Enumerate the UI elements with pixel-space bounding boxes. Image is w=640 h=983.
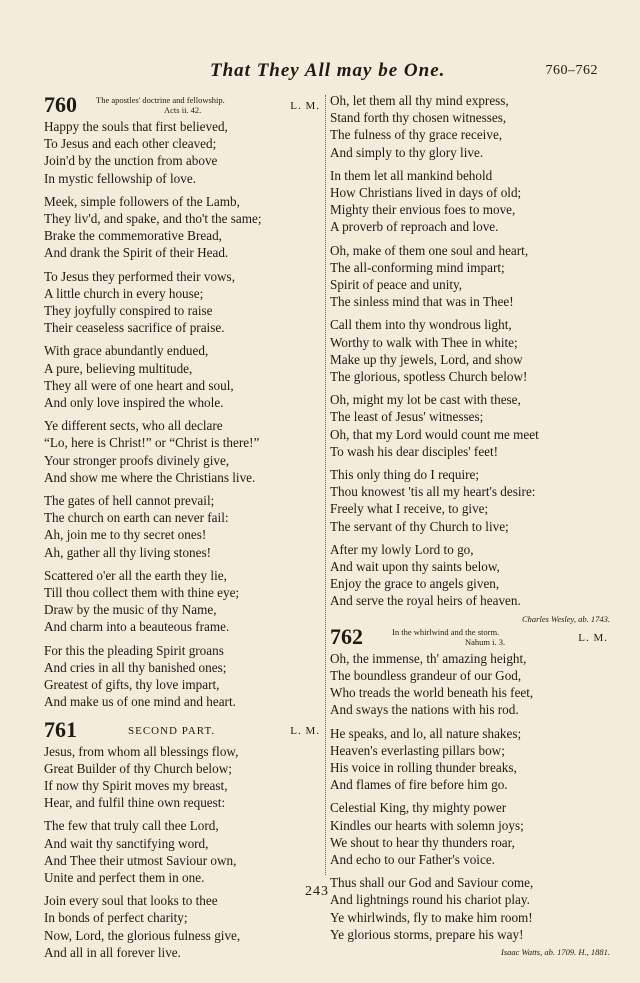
hymn-762-heading <box>330 624 610 650</box>
hymn-meter: L. M. <box>290 724 320 737</box>
verse-line: Thou knowest 'tis all my heart's desire: <box>330 484 536 500</box>
verse-line: The servant of thy Church to live; <box>330 518 509 534</box>
verse-line: Ah, gather all thy living stones! <box>44 544 212 560</box>
stanza <box>330 541 610 610</box>
verse-line: How Christians lived in days of old; <box>330 185 522 201</box>
verse-line: Make up thy jewels, Lord, and show <box>330 351 523 367</box>
verse-line: The fulness of thy grace receive, <box>330 127 503 143</box>
verse-line: Oh, might my lot be cast with these, <box>330 392 521 408</box>
right-column <box>330 92 610 957</box>
verse-line: They liv'd, and spake, and tho't the same; <box>44 211 262 227</box>
verse-line: This only thing do I require; <box>330 467 480 483</box>
verse-line: Celestial King, thy mighty power <box>330 800 507 816</box>
hymn-number: 761 <box>44 716 77 742</box>
verse-line: Jesus, from whom all blessings flow, <box>44 743 239 759</box>
verse-line: With grace abundantly endued, <box>44 343 209 359</box>
verse-line: And show me where the Christians live. <box>44 469 256 485</box>
verse-line: Call them into thy wondrous light, <box>330 317 512 333</box>
verse-line: They joyfully conspired to raise <box>44 303 213 319</box>
hymn-meter: L. M. <box>290 100 320 112</box>
verse-line: Their ceaseless sacrifice of praise. <box>44 320 225 336</box>
verse-line: If now thy Spirit moves my breast, <box>44 777 228 793</box>
column-divider <box>325 95 327 875</box>
scripture-reference: Acts ii. 42. <box>164 105 202 115</box>
left-column <box>44 92 322 967</box>
page-header <box>0 58 640 86</box>
verse-line: A proverb of reproach and love. <box>330 219 499 235</box>
verse-line: Ye glorious storms, prepare his way! <box>330 926 524 942</box>
stanza <box>330 466 610 535</box>
hymn-760-stanzas-left <box>44 118 322 711</box>
verse-line: Mighty their envious foes to move, <box>330 202 516 218</box>
hymn-number: 762 <box>330 623 363 649</box>
verse-line: To wash his dear disciples' feet! <box>330 443 499 459</box>
running-title: That They All may be One. <box>210 60 446 81</box>
hymn-762-stanzas <box>330 650 610 943</box>
verse-line: Till thou collect them with thine eye; <box>44 585 240 601</box>
stanza <box>44 193 322 262</box>
verse-line: And only love inspired the whole. <box>44 395 224 411</box>
stanza <box>44 567 322 636</box>
verse-line: To Jesus they performed their vows, <box>44 268 235 284</box>
verse-line: After my lowly Lord to go, <box>330 541 474 557</box>
scripture-reference: Nahum i. 3. <box>465 636 506 647</box>
verse-line: And flames of fire before him go. <box>330 777 508 793</box>
verse-line: Meek, simple followers of the Lamb, <box>44 193 240 209</box>
verse-line: Freely what I receive, to give; <box>330 501 489 517</box>
stanza <box>44 118 322 187</box>
hymn-761-stanzas <box>44 743 322 961</box>
verse-line: Oh, that my Lord would count me meet <box>330 426 539 442</box>
verse-line: Oh, make of them one soul and heart, <box>330 242 529 258</box>
stanza <box>44 892 322 961</box>
verse-line: Draw by the music of thy Name, <box>44 602 217 618</box>
stanza <box>44 642 322 711</box>
verse-line: In them let all mankind behold <box>330 167 493 183</box>
verse-line: His voice in rolling thunder breaks, <box>330 759 517 775</box>
verse-line: Your stronger proofs divinely give, <box>44 452 230 468</box>
verse-line: Ye whirlwinds, fly to make him room! <box>330 909 533 925</box>
verse-line: And charm into a beauteous frame. <box>44 619 230 635</box>
verse-line: Brake the commemorative Bread, <box>44 228 222 244</box>
verse-line: And sways the nations with his rod. <box>330 702 519 718</box>
verse-line: The all-conforming mind impart; <box>330 259 505 275</box>
verse-line: Oh, the immense, th' amazing height, <box>330 650 527 666</box>
stanza <box>330 799 610 868</box>
verse-line: Worthy to walk with Thee in white; <box>330 334 518 350</box>
verse-line: Join'd by the unction from above <box>44 153 218 169</box>
verse-line: Heaven's everlasting pillars bow; <box>330 742 505 758</box>
verse-line: And serve the royal heirs of heaven. <box>330 593 521 609</box>
stanza <box>330 650 610 719</box>
verse-line: “Lo, here is Christ!” or “Christ is there!” <box>44 435 260 451</box>
stanza <box>330 391 610 460</box>
stanza <box>44 417 322 486</box>
verse-line: Great Builder of thy Church below; <box>44 760 232 776</box>
page-number: 243 <box>305 884 329 899</box>
verse-line: They all were of one heart and soul, <box>44 377 234 393</box>
hymn-760-attribution: Charles Wesley, ab. 1743. <box>522 613 610 624</box>
stanza <box>44 268 322 337</box>
verse-line: The gates of hell cannot prevail; <box>44 493 215 509</box>
verse-line: Greatest of gifts, thy love impart, <box>44 677 220 693</box>
verse-line: And lightnings round his chariot play. <box>330 892 530 908</box>
verse-line: The sinless mind that was in Thee! <box>330 294 514 310</box>
hymn-761-heading <box>44 717 322 743</box>
stanza <box>330 316 610 385</box>
verse-line: The church on earth can never fail: <box>44 510 229 526</box>
verse-line: And simply to thy glory live. <box>330 144 484 160</box>
stanza <box>330 242 610 311</box>
verse-line: Join every soul that looks to thee <box>44 893 218 909</box>
verse-line: Happy the souls that first believed, <box>44 119 228 134</box>
verse-line: Hear, and fulfil thine own request: <box>44 795 226 811</box>
verse-line: A little church in every house; <box>44 285 204 301</box>
hymn-part: SECOND PART. <box>128 724 216 737</box>
verse-line: And wait upon thy saints below, <box>330 559 500 575</box>
verse-line: Spirit of peace and unity, <box>330 277 463 293</box>
verse-line: Scattered o'er all the earth they lie, <box>44 567 227 583</box>
hymn-topic: In the whirlwind and the storm. <box>392 626 500 637</box>
verse-line: Ye different sects, who all declare <box>44 418 223 434</box>
verse-line: In mystic fellowship of love. <box>44 170 196 186</box>
verse-line: And echo to our Father's voice. <box>330 851 495 867</box>
verse-line: Unite and perfect them in one. <box>44 869 205 885</box>
verse-line: Kindles our hearts with solemn joys; <box>330 817 524 833</box>
verse-line: Now, Lord, the glorious fulness give, <box>44 927 241 943</box>
hymn-760-heading <box>44 92 322 118</box>
stanza <box>44 342 322 411</box>
verse-line: The glorious, spotless Church below! <box>330 369 528 385</box>
verse-line: Thus shall our God and Saviour come, <box>330 875 534 891</box>
stanza <box>330 92 610 161</box>
hymn-760-stanzas-right <box>330 92 610 610</box>
verse-line: And all in all forever live. <box>44 944 181 960</box>
hymn-762-attribution: Isaac Watts, ab. 1709. H., 1881. <box>500 946 610 957</box>
verse-line: For this the pleading Spirit groans <box>44 642 224 658</box>
stanza <box>44 817 322 886</box>
stanza <box>330 725 610 794</box>
verse-line: Who treads the world beneath his feet, <box>330 685 534 701</box>
verse-line: We shout to hear thy thunders roar, <box>330 834 515 850</box>
hymn-range: 760–762 <box>545 63 598 78</box>
hymn-meter: L. M. <box>578 631 608 644</box>
verse-line: To Jesus and each other cleaved; <box>44 136 217 152</box>
hymn-topic: The apostles' doctrine and fellowship. <box>96 95 225 105</box>
verse-line: Ah, join me to thy secret ones! <box>44 527 207 543</box>
verse-line: In bonds of perfect charity; <box>44 910 188 926</box>
stanza <box>330 167 610 236</box>
verse-line: And wait thy sanctifying word, <box>44 835 209 851</box>
verse-line: Stand forth thy chosen witnesses, <box>330 110 507 126</box>
verse-line: The least of Jesus' witnesses; <box>330 409 484 425</box>
verse-line: And make us of one mind and heart. <box>44 694 236 710</box>
verse-line: A pure, believing multitude, <box>44 360 193 376</box>
verse-line: And Thee their utmost Saviour own, <box>44 852 237 868</box>
verse-line: The boundless grandeur of our God, <box>330 667 522 683</box>
hymn-number: 760 <box>44 92 77 117</box>
stanza <box>44 743 322 812</box>
verse-line: And drank the Spirit of their Head. <box>44 245 229 261</box>
verse-line: Enjoy the grace to angels given, <box>330 576 500 592</box>
verse-line: Oh, let them all thy mind express, <box>330 93 509 108</box>
verse-line: And cries in all thy banished ones; <box>44 659 227 675</box>
stanza <box>44 492 322 561</box>
stanza <box>330 874 610 943</box>
verse-line: He speaks, and lo, all nature shakes; <box>330 725 522 741</box>
verse-line: The few that truly call thee Lord, <box>44 818 219 834</box>
